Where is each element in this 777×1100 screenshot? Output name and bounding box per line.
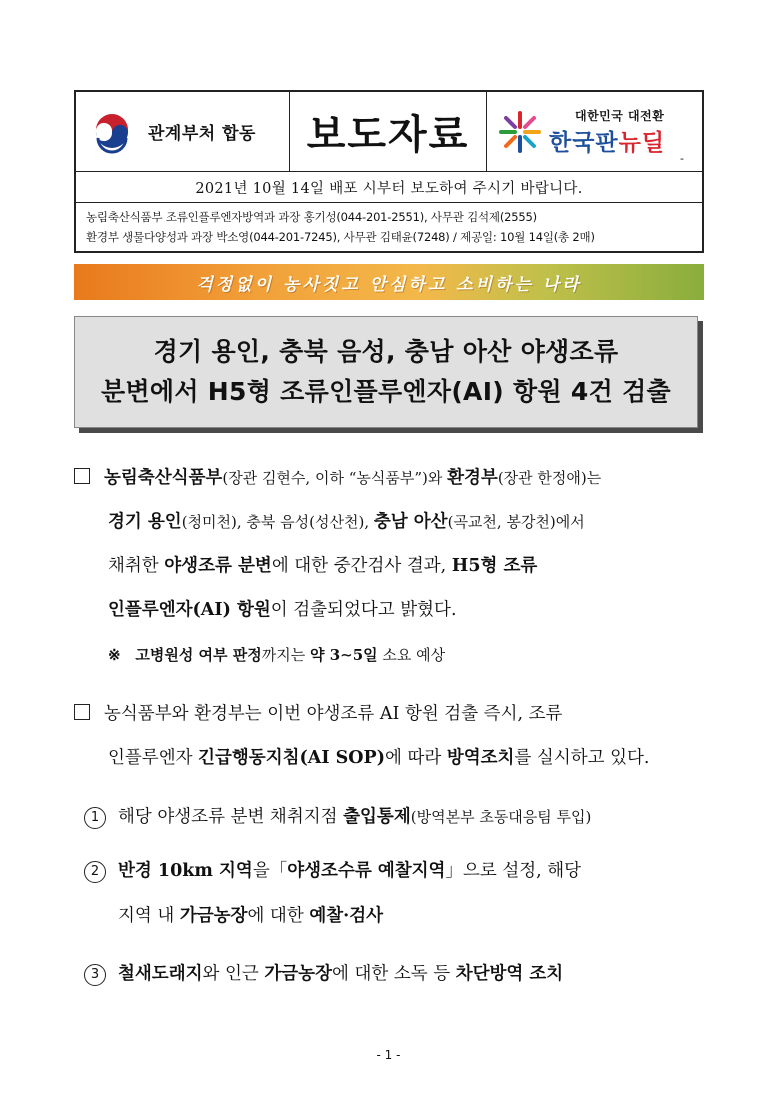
page-number: - 1 -	[376, 1048, 401, 1062]
text-bold: 철새도래지	[118, 964, 203, 984]
circled-number-icon: 1	[84, 807, 106, 829]
text-bold: 출입통제	[343, 807, 411, 827]
paragraph-1-line-1	[74, 456, 714, 500]
square-bullet-icon	[74, 704, 90, 720]
text-bold: 야생조류 분변	[164, 556, 272, 576]
square-bullet-icon	[74, 468, 90, 484]
slogan-banner	[74, 264, 704, 300]
header-top-row	[76, 92, 702, 172]
document-title: 보도자료	[306, 112, 470, 158]
text: 에 대한	[247, 906, 310, 926]
text: 」으로 설정, 해당	[445, 861, 582, 881]
text: (곡교천, 봉강천)에서	[447, 513, 585, 531]
text: 농식품부와 환경부는 이번 야생조류 AI 항원 검출 즉시, 조류	[104, 704, 563, 724]
circled-number-icon: 2	[84, 861, 106, 883]
release-date-row: 2021년 10월 14일 배포 시부터 보도하여 주시기 바랍니다.	[76, 172, 702, 203]
paragraph-1-line-4	[74, 588, 714, 632]
text-bold: 방역조치	[446, 748, 515, 768]
title-cell	[290, 92, 487, 171]
text: 인플루엔자	[108, 748, 199, 768]
text: 이 검출되었다고 밝혔다.	[270, 600, 457, 620]
contact-line-1: 농림축산식품부 조류인플루엔자방역과 과장 홍기성(044-201-2551), 사무관 김석제(2555)	[86, 210, 537, 224]
ministry-label: 관계부처 합동	[148, 124, 256, 144]
paragraph-1-line-3	[74, 544, 714, 588]
contact-info	[76, 203, 702, 251]
paragraph-1-line-2	[74, 500, 714, 544]
text: 를 실시하고 있다.	[514, 748, 650, 768]
list-item-3	[84, 960, 563, 986]
text-bold: 농림축산식품부	[104, 468, 223, 488]
circled-number-icon: 3	[84, 964, 106, 986]
paragraph-2-line-1	[74, 692, 714, 736]
text-bold: 가금농장	[179, 906, 248, 926]
text: (장관 한정애)는	[497, 469, 602, 487]
paragraph-1	[74, 456, 714, 632]
text: (방역본부 초동대응팀 투입)	[410, 808, 592, 826]
paragraph-2-line-2	[74, 736, 714, 780]
text-bold: 야생조수류 예찰지역	[287, 861, 446, 881]
text: 까지는	[261, 646, 310, 664]
note-line	[108, 644, 445, 665]
text: 지역 내	[118, 906, 180, 926]
text-bold: 고병원성 여부 판정	[135, 646, 262, 664]
contact-line-2: 환경부 생물다양성과 과장 박소영(044-201-7245), 사무관 김태윤(7248) / 제공일: 10월 14일(총 2매)	[86, 230, 595, 244]
text: 채취한	[108, 556, 165, 576]
text: 에 대한 중간검사 결과,	[271, 556, 452, 576]
text-bold: 환경부	[447, 468, 498, 488]
text: (청미천), 충북 음성(성산천),	[181, 513, 374, 531]
text-bold: 반경 10km 지역	[118, 861, 253, 881]
text-bold: H5형 조류	[451, 556, 538, 576]
text: 에 따라	[384, 748, 447, 768]
new-deal-star-icon	[497, 109, 543, 155]
text: 소요 예상	[377, 646, 446, 664]
slogan-text: 걱정없이 농사짓고 안심하고 소비하는 나라	[196, 274, 582, 295]
text-bold: 약 3∼5일	[309, 646, 378, 664]
logo-slogan: 대한민국 대전환	[575, 108, 665, 123]
text-bold: 차단방역 조치	[455, 964, 564, 984]
text-bold: 인플루엔자(AI) 항원	[108, 600, 271, 620]
logo-name-part2: 뉴딜	[618, 129, 666, 156]
ministry-cell	[76, 92, 290, 171]
list-item-2-continuation	[118, 902, 383, 927]
taegeuk-emblem-icon	[90, 110, 134, 154]
text-bold: 충남 아산	[373, 512, 448, 532]
headline-line-2: 분변에서 H5형 조류인플루엔자(AI) 항원 4건 검출	[101, 377, 671, 406]
text: 와 인근	[202, 964, 265, 984]
text-bold: 긴급행동지침(AI SOP)	[198, 748, 385, 768]
headline-line-1: 경기 용인, 충북 음성, 충남 아산 야생조류	[153, 337, 619, 366]
text-bold: 예찰·검사	[309, 906, 384, 926]
list-item-2	[84, 857, 581, 883]
text: 해당 야생조류 분변 채취지점	[118, 807, 344, 827]
text-bold: 가금농장	[264, 964, 332, 984]
text-bold: 경기 용인	[108, 512, 182, 532]
logo-dash: -	[680, 152, 684, 165]
note-mark: ※	[108, 646, 121, 664]
new-deal-logo	[487, 92, 702, 171]
text: (장관 김현수, 이하 “농식품부”)와	[222, 469, 448, 487]
list-item-1	[84, 803, 591, 829]
headline-box	[74, 316, 698, 428]
header-table	[74, 90, 704, 253]
text: 을「	[252, 861, 288, 881]
paragraph-2	[74, 692, 714, 780]
logo-name-part1: 한국판	[549, 129, 619, 156]
logo-name	[549, 124, 665, 157]
logo-texts	[549, 107, 665, 157]
text: 에 대한 소독 등	[332, 964, 456, 984]
